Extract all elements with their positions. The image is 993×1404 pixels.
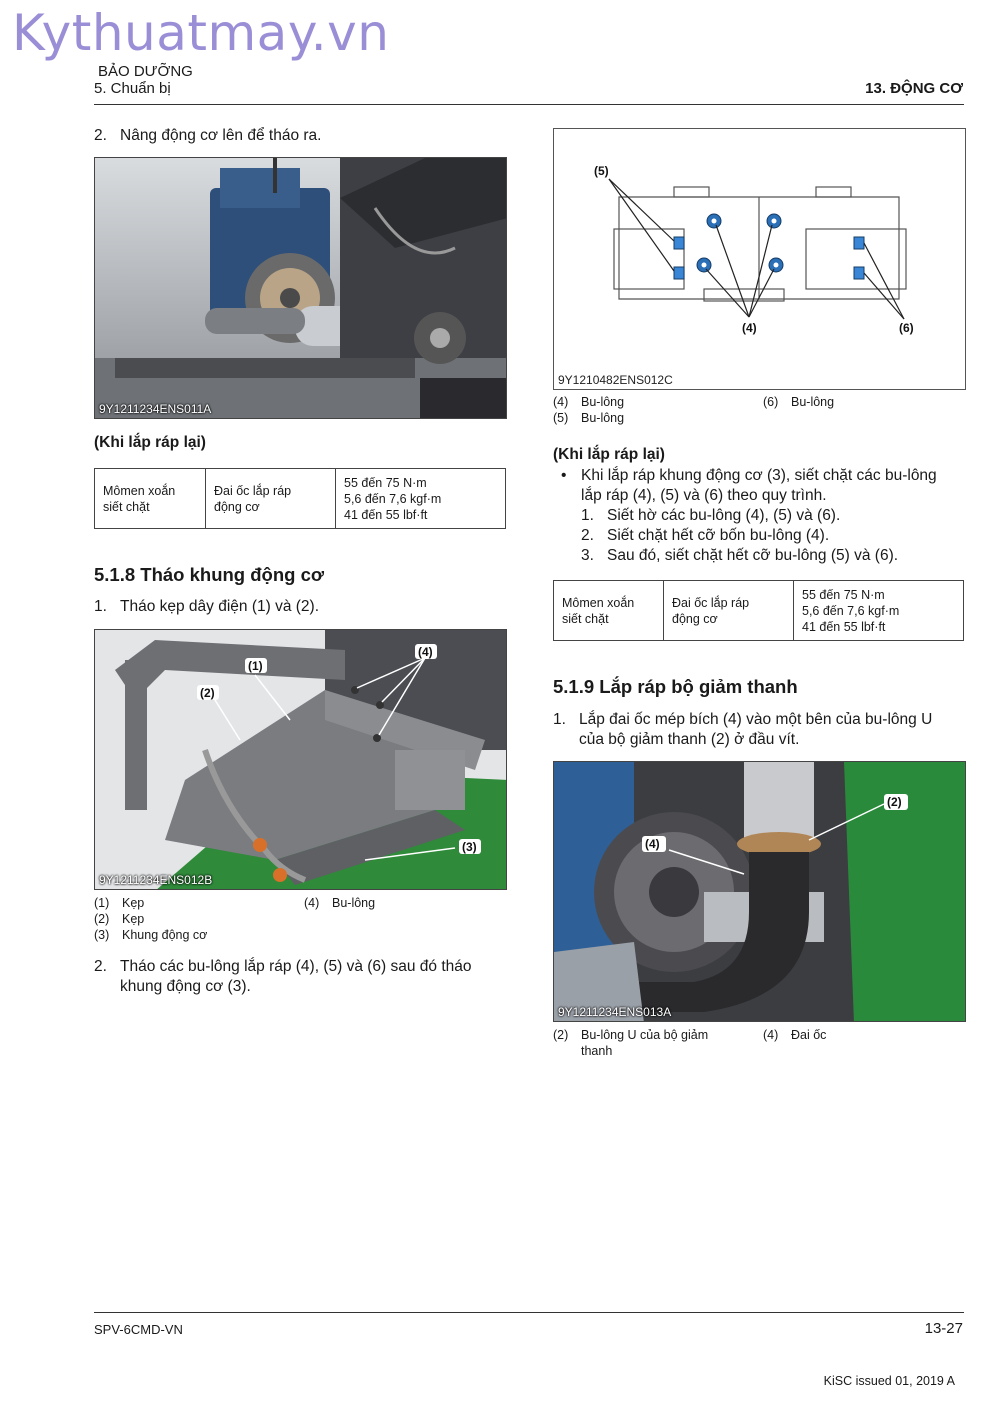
footer-issued: KiSC issued 01, 2019 A <box>823 1374 955 1388</box>
footer-doc-code: SPV-6CMD-VN <box>94 1322 183 1337</box>
step-remove-clamps <box>94 597 319 617</box>
image-code: 9Y1211234ENS013A <box>558 1005 672 1019</box>
footer-page-number: 13-27 <box>924 1320 963 1337</box>
header-divider <box>94 104 964 105</box>
footer-divider <box>94 1312 964 1313</box>
header-subsection: 5. Chuẩn bị <box>94 80 171 97</box>
callout-1 <box>245 658 267 673</box>
torque-label-cell: Mômen xoắn siết chặt <box>95 469 206 529</box>
reassembly-title: (Khi lắp ráp lại) <box>94 434 206 451</box>
torque-item-cell: Đai ốc lắp ráp động cơ <box>664 581 794 641</box>
image-code: 9Y1211234ENS011A <box>99 402 212 416</box>
legend-photo-2: (1) Kẹp (4) Bu-lông (2) Kẹp (3) Khung động cơ <box>94 896 376 942</box>
svg-text:(5): (5) <box>594 164 609 178</box>
step-remove-bolts: 2. Tháo các bu-lông lắp ráp (4), (5) và (6) sau đó tháo khung động cơ (3). <box>94 958 472 995</box>
svg-text:(6): (6) <box>899 321 914 335</box>
reassembly-title: (Khi lắp ráp lại) <box>553 446 665 463</box>
svg-text:(2): (2) <box>887 795 902 809</box>
diagram-frame-bolts <box>553 128 966 390</box>
bullet: • <box>561 467 567 484</box>
torque-table-2 <box>553 580 964 641</box>
callout-2 <box>197 685 219 700</box>
diagram-callout-6 <box>899 321 914 335</box>
callout-4 <box>415 644 437 659</box>
svg-text:(4): (4) <box>742 321 757 335</box>
svg-text:(4): (4) <box>418 645 433 659</box>
diagram-callout-5 <box>594 164 609 178</box>
step-number: 2. <box>94 127 107 144</box>
watermark-logo: Kythuatmay.vn <box>12 4 390 62</box>
step-number: 1. <box>94 598 107 615</box>
header-chapter: 13. ĐỘNG CƠ <box>865 80 963 97</box>
torque-label-cell: Mômen xoắn siết chặt <box>554 581 664 641</box>
svg-text:(4): (4) <box>645 837 660 851</box>
step-number: 1. <box>553 711 566 728</box>
step-lift-engine <box>94 126 321 146</box>
torque-values-cell: 55 đến 75 N·m 5,6 đến 7,6 kgf·m 41 đến 55 lbf·ft <box>794 581 964 641</box>
image-code: 9Y1210482ENS012C <box>558 373 673 387</box>
svg-text:(3): (3) <box>462 840 477 854</box>
svg-text:(1): (1) <box>248 659 263 673</box>
image-code: 9Y1211234ENS012B <box>99 873 213 887</box>
step-text: Nâng động cơ lên để tháo ra. <box>120 127 322 144</box>
photo3-callout-4 <box>642 836 666 852</box>
photo3-callout-2 <box>884 794 908 810</box>
torque-item-cell: Đai ốc lắp ráp động cơ <box>206 469 336 529</box>
header-section: BẢO DƯỠNG <box>98 63 193 80</box>
svg-text:(2): (2) <box>200 686 215 700</box>
step-text: Tháo kẹp dây điện (1) và (2). <box>120 598 320 615</box>
photo-engine-lift <box>94 157 507 419</box>
legend-photo-3: (2) Bu-lông U của bộ giảm (4) Đai ốc thanh <box>553 1028 827 1058</box>
photo-engine-frame <box>94 629 507 890</box>
step-number: 2. <box>94 958 107 975</box>
photo-muffler <box>553 761 966 1022</box>
callout-3 <box>459 839 481 854</box>
torque-table-1 <box>94 468 506 529</box>
legend-diagram: (4) Bu-lông (6) Bu-lông (5) Bu-lông <box>553 395 835 425</box>
reassembly-instructions: • Khi lắp ráp khung động cơ (3), siết chặt các bu-lông lắp ráp (4), (5) và (6) theo quy trình. 1. Siết hờ các bu-lông (4), (5) và (6). 2. Siết chặt hết cỡ bốn bu-lông (4). 3. Sau đó, siết chặt hết cỡ bu-lông (5) và (6). <box>553 466 973 566</box>
torque-values-cell: 55 đến 75 N·m 5,6 đến 7,6 kgf·m 41 đến 55 lbf·ft <box>336 469 506 529</box>
step-install-muffler-nut: 1. Lắp đai ốc mép bích (4) vào một bên của bu-lông U của bộ giảm thanh (2) ở đầu vít. <box>553 711 933 748</box>
section-title-519: 5.1.9 Lắp ráp bộ giảm thanh <box>553 676 798 697</box>
diagram-callout-4 <box>742 321 757 335</box>
section-title-518: 5.1.8 Tháo khung động cơ <box>94 564 325 585</box>
